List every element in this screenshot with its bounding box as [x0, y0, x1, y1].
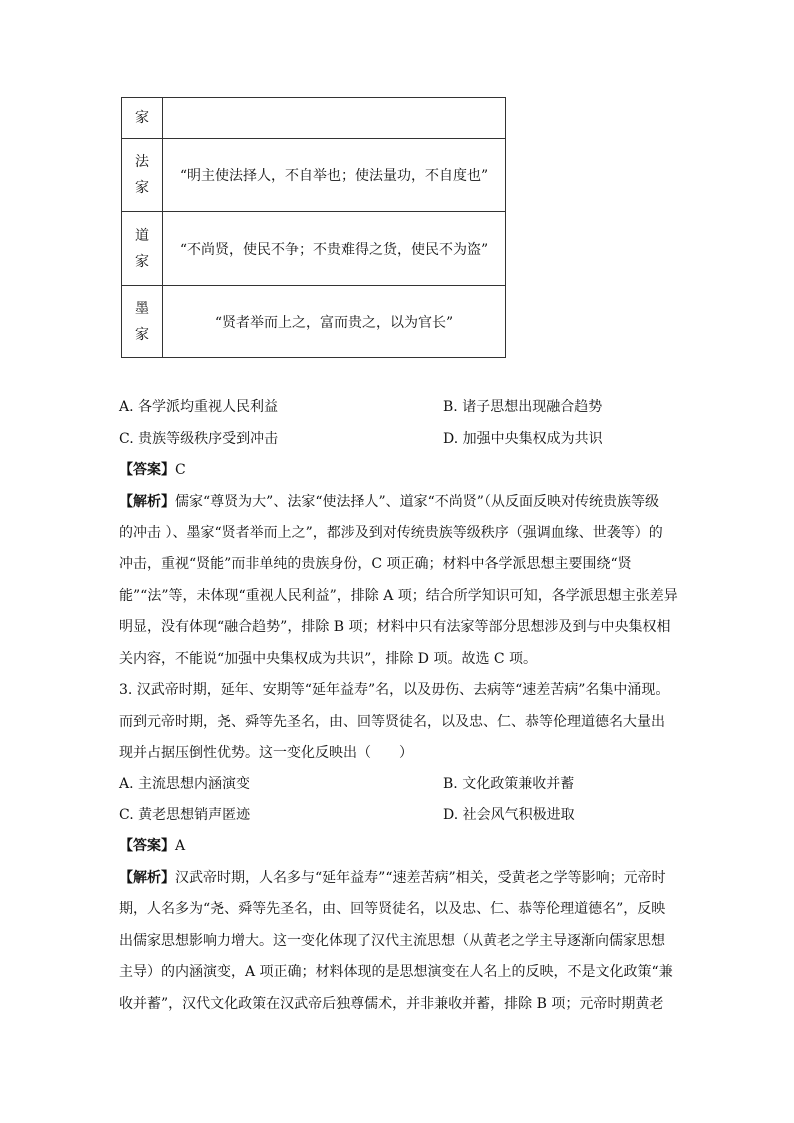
q2-option-d: D. 加强中央集权成为共识 — [443, 431, 603, 447]
analysis-label: 【解析】 — [119, 494, 175, 510]
q3-stem-line: 3. 汉武帝时期，延年、安期等“延年益寿”名，以及毋伤、去病等“速差苦病”名集中涌现。 — [119, 682, 670, 698]
schools-table — [121, 97, 506, 358]
quote-cell: “不尚贤，使民不争；不贵难得之货，使民不为盗” — [163, 212, 506, 286]
school-char: 道 — [135, 227, 149, 244]
q2-answer — [119, 459, 186, 479]
q3-stem-line: 而到元帝时期，尧、舜等先圣名，由、回等贤徒名，以及忠、仁、恭等伦理道德名大量出 — [119, 714, 665, 730]
school-char: 法 — [135, 154, 149, 170]
table-row — [122, 98, 506, 139]
q2-option-a: A. 各学派均重视人民利益 — [119, 399, 279, 415]
school-cell — [122, 98, 163, 139]
table-row — [122, 139, 506, 212]
school-char: 墨 — [135, 300, 149, 317]
q2-option-b: B. 诸子思想出现融合趋势 — [443, 399, 603, 415]
answer-value: C — [175, 462, 186, 478]
school-cell — [122, 139, 163, 212]
quote-cell: “明主使法择人，不自举也；使法量功，不自度也” — [163, 139, 506, 212]
q3-option-b: B. 文化政策兼收并蓄 — [443, 776, 575, 792]
q3-answer — [119, 835, 185, 855]
school-char: 家 — [135, 253, 149, 270]
answer-value: A — [175, 838, 186, 854]
school-char: 家 — [135, 180, 149, 196]
q3-analysis-line: 出儒家思想影响力增大。这一变化体现了汉代主流思想（从黄老之学主导逐渐向儒家思想 — [119, 933, 665, 949]
q2-analysis-line: 冲击，重视“贤能”而非单纯的贵族身份，C 项正确；材料中各学派思想主要围绕“贤 — [119, 556, 632, 572]
q2-analysis-line: 关内容，不能说“加强中央集权成为共识”，排除 D 项。故选 C 项。 — [119, 651, 538, 667]
school-cell — [122, 286, 163, 358]
q2-analysis-line: 【解析】儒家“尊贤为大”、法家“使法择人”、道家“不尚贤”（从反面反映对传统贵族等级 — [119, 494, 659, 510]
school-char: 家 — [135, 110, 149, 126]
analysis-label: 【解析】 — [119, 870, 175, 886]
table-row — [122, 286, 506, 358]
q2-analysis-line: 的冲击 ）、墨家“贤者举而上之”，都涉及到对传统贵族等级秩序（强调血缘、世袭等）的 — [119, 525, 663, 541]
answer-label: 【答案】 — [119, 838, 175, 854]
q2-option-c: C. 贵族等级秩序受到冲击 — [119, 431, 279, 447]
q3-analysis-line: 期，人名多为“尧、舜等先圣名，由、回等贤徒名，以及忠、仁、恭等伦理道德名”，反映 — [119, 901, 666, 917]
q3-analysis-line: 收并蓄”，汉代文化政策在汉武帝后独尊儒术，并非兼收并蓄，排除 B 项；元帝时期黄老 — [119, 996, 664, 1012]
q3-analysis-line: 主导）的内涵演变，A 项正确；材料体现的是思想演变在人名上的反映，不是文化政策“兼 — [119, 964, 673, 980]
school-cell — [122, 212, 163, 286]
school-char: 家 — [135, 326, 149, 343]
quote-cell: “贤者举而上之，富而贵之，以为官长” — [163, 286, 506, 358]
q3-stem-line: 现并占据压倒性优势。这一变化反映出（ ） — [119, 745, 413, 761]
q3-analysis-line: 【解析】汉武帝时期，人名多与“延年益寿”“速差苦病”相关，受黄老之学等影响；元帝时 — [119, 870, 666, 886]
quote-cell — [163, 98, 506, 139]
answer-label: 【答案】 — [119, 462, 175, 478]
q3-option-a: A. 主流思想内涵演变 — [119, 776, 251, 792]
q2-analysis-line: 明显，没有体现“融合趋势”，排除 B 项；材料中只有法家等部分思想涉及到与中央集权相 — [119, 619, 671, 635]
q3-option-c: C. 黄老思想销声匿迹 — [119, 807, 251, 823]
q2-analysis-line: 能”“法”等，未体现“重视人民利益”，排除 A 项；结合所学知识可知，各学派思想主张差异 — [119, 588, 678, 604]
q3-option-d: D. 社会风气积极进取 — [443, 807, 575, 823]
table-row — [122, 212, 506, 286]
